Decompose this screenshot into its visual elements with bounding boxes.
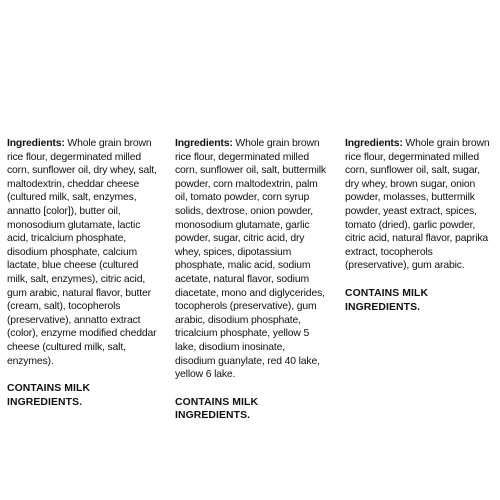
ingredients-heading: Ingredients: [7,138,65,149]
allergen-statement: CONTAINS MILK INGREDIENTS. [345,287,429,313]
ingredients-heading: Ingredients: [345,138,403,149]
ingredients-heading: Ingredients: [175,138,233,149]
ingredients-paragraph [175,137,328,382]
allergen-statement: CONTAINS MILK INGREDIENTS. [7,383,91,408]
ingredients-list: Whole grain brown rice flour, degerminated milled corn, sunflower oil, dry whey, salt, maltodextrin, cheddar cheese (cultured milk, salt, enzymes, annatto [color]), butter oil, monosodium glutamate, lactic acid, tricalcium phosphate, disodium phosphate, calcium lactate, blue cheese (cultured milk, salt, enzymes), citric acid, gum arabic, natural flavor, butter (cream, salt), tocopherols (preservative), annatto extract (color), enzyme modified cheddar cheese (cultured milk, salt, enzymes). [7,138,157,367]
ingredients-panel-2 [175,137,328,423]
allergen-statement: CONTAINS MILK INGREDIENTS. [175,396,259,422]
ingredients-panel-1 [7,137,159,409]
ingredients-paragraph [7,137,159,368]
ingredients-list: Whole grain brown rice flour, degerminated milled corn, sunflower oil, salt, sugar, dry whey, brown sugar, onion powder, molasses, buttermilk powder, yeast extract, spices, tomato (dried), garlic powder, citric acid, natural flavor, paprika extract, tocopherols (preservative), gum arabic. [345,138,490,272]
ingredients-list: Whole grain brown rice flour, degerminated milled corn, sunflower oil, salt, buttermilk powder, corn maltodextrin, palm oil, tomato powder, corn syrup solids, dextrose, onion powder, monosodium glutamate, garlic powder, sugar, citric acid, dry whey, spices, dipotassium phosphate, malic acid, sodium acetate, natural flavor, sodium diacetate, mono and diglycerides, tocopherols (preservative), gum arabic, disodium phosphate, tricalcium phosphate, yellow 5 lake, disodium inosinate, disodium guanylate, red 40 lake, yellow 6 lake. [175,138,326,381]
ingredients-paragraph [345,137,495,273]
ingredients-panel-3 [345,137,495,314]
